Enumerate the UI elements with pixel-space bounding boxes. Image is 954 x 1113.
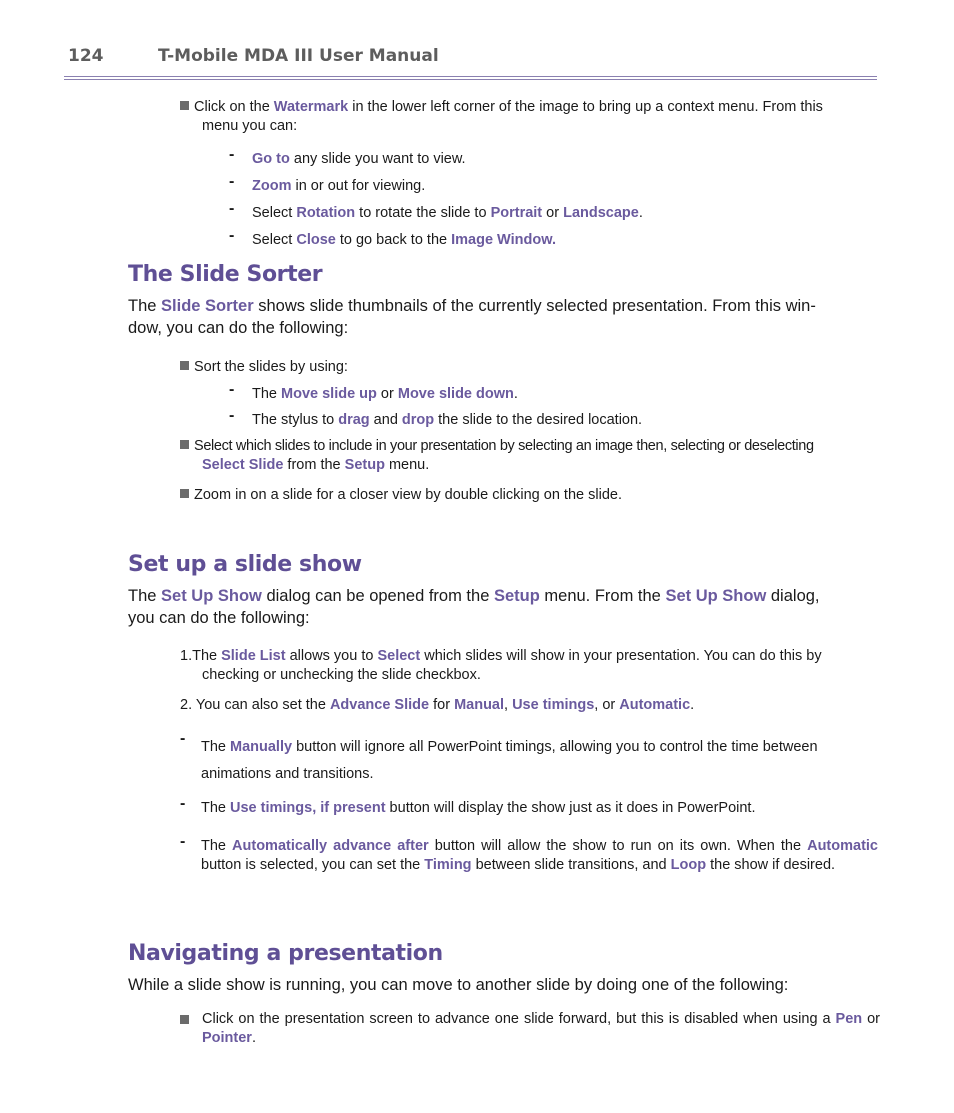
page-number: 124: [68, 46, 104, 66]
select-bullet: Select which slides to include in your presentation by selecting an image then, selecting or deselecting Select Slide from the Setup menu.: [180, 437, 880, 475]
header-rule-secondary: [64, 79, 877, 80]
heading-navigating: Navigating a presentation: [128, 941, 443, 966]
use-timings-item: The Use timings, if present button will display the show just as it does in PowerPoint.: [201, 800, 756, 816]
dash-bullet-icon: -: [229, 227, 235, 244]
square-bullet-icon: [180, 489, 189, 498]
list-item-zoom: Zoom in or out for viewing.: [252, 178, 426, 194]
advance-slide-item: 2. You can also set the Advance Slide for Manual, Use timings, or Automatic.: [180, 697, 695, 713]
list-item-drag-drop: The stylus to drag and drop the slide to the desired location.: [252, 412, 643, 428]
square-bullet-icon: [180, 1015, 189, 1024]
term-watermark: Watermark: [273, 99, 349, 115]
dash-bullet-icon: -: [229, 146, 235, 163]
automatically-item: The Automatically advance after button will allow the show to run on its own. When the Automatic button is selected, you can set the Timing between slide transitions, and Loop the show if desired.: [201, 838, 878, 873]
dash-bullet-icon: -: [180, 795, 186, 812]
manually-item: The Manually button will ignore all PowerPoint timings, allowing you to control the time between animations and transitions.: [201, 739, 818, 782]
dash-bullet-icon: -: [229, 173, 235, 190]
slide-list-item: 1.The Slide List allows you to Select which slides will show in your presentation. You can do this by checking or unchecking the slide checkbox.: [180, 648, 822, 683]
slide-sorter-intro: The Slide Sorter shows slide thumbnails of the currently selected presentation. From this win- dow, you can do the following:: [128, 297, 816, 337]
dash-bullet-icon: -: [180, 833, 186, 850]
dash-bullet-icon: -: [229, 407, 235, 424]
dash-bullet-icon: -: [180, 730, 186, 747]
list-item-rotation: Select Rotation to rotate the slide to Portrait or Landscape.: [252, 205, 643, 221]
manual-title: T-Mobile MDA III User Manual: [158, 46, 439, 66]
zoom-bullet: Zoom in on a slide for a closer view by double clicking on the slide.: [180, 486, 622, 505]
page-header: [68, 46, 439, 66]
navigating-intro: While a slide show is running, you can move to another slide by doing one of the following:: [128, 976, 789, 994]
dash-bullet-icon: -: [229, 200, 235, 217]
dash-bullet-icon: -: [229, 381, 235, 398]
heading-slide-sorter: The Slide Sorter: [128, 262, 323, 287]
list-item-go-to: Go to any slide you want to view.: [252, 151, 466, 167]
watermark-bullet: Click on the Watermark in the lower left corner of the image to bring up a context menu. From this menu you can:: [180, 98, 880, 136]
square-bullet-icon: [180, 361, 189, 370]
square-bullet-icon: [180, 440, 189, 449]
list-item-close: Select Close to go back to the Image Window.: [252, 232, 556, 248]
square-bullet-icon: [180, 101, 189, 110]
slide-show-intro: The Set Up Show dialog can be opened from the Setup menu. From the Set Up Show dialog, you can do the following:: [128, 587, 820, 627]
sort-bullet: Sort the slides by using:: [180, 358, 348, 377]
list-item-move-slide: The Move slide up or Move slide down.: [252, 386, 518, 402]
click-screen-bullet: Click on the presentation screen to advance one slide forward, but this is disabled when using a Pen or Pointer.: [180, 1010, 880, 1048]
heading-set-up-slide-show: Set up a slide show: [128, 552, 362, 577]
header-rule: [64, 76, 877, 77]
